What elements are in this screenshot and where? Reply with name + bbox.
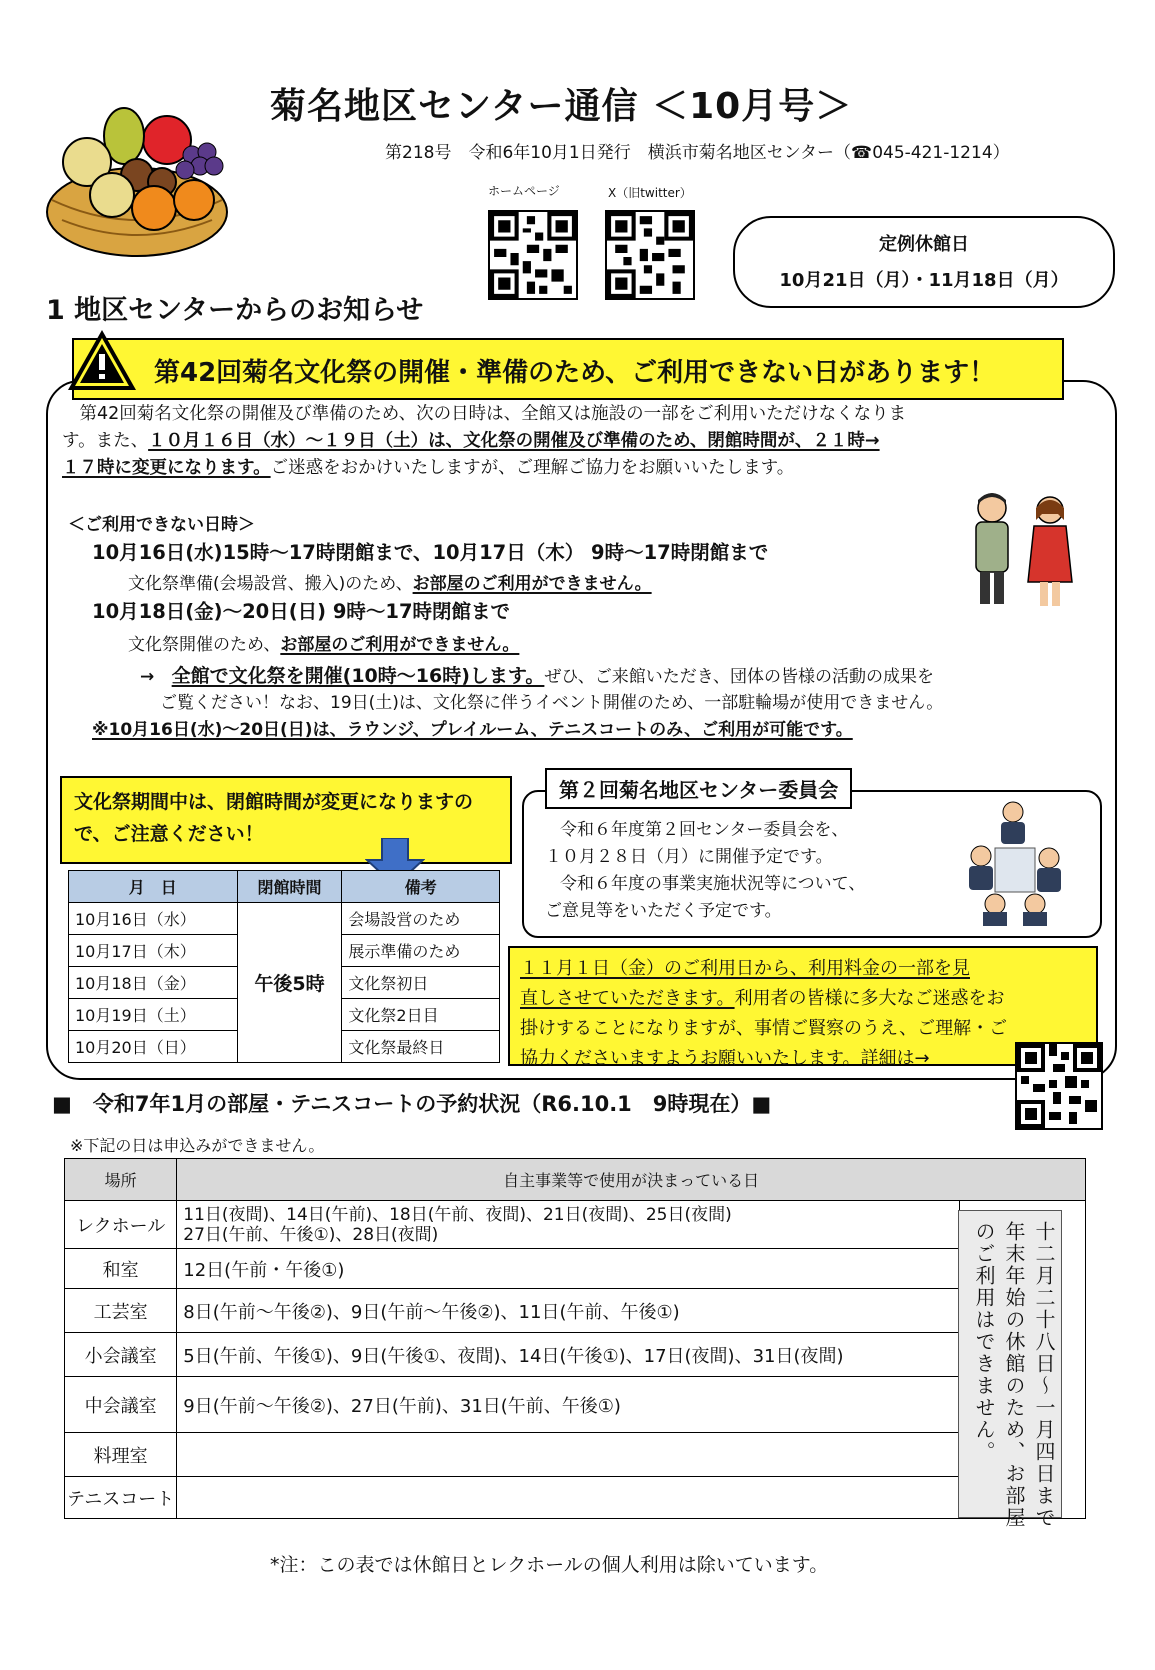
new-year-holiday-note bbox=[958, 1210, 1062, 1529]
available-facilities-note: ※10月16日(水)～20日(日)は、ラウンジ、プレイルーム、テニスコートのみ、ご利用が可能です。 bbox=[92, 720, 853, 740]
booked-days-tennis-court bbox=[177, 1477, 959, 1519]
unavailable-line-1: 10月16日(水)15時～17時閉館まで、10月17日（木） 9時～17時閉館まで bbox=[92, 541, 769, 564]
row-note: 展示準備のため bbox=[342, 935, 500, 967]
committee-line-2: １０月２８日（月）に開催予定です。 bbox=[545, 847, 833, 867]
x-twitter-qr-code[interactable] bbox=[605, 210, 695, 300]
fee-line-4: 協力くださいますようお願いいたします。詳細は→ bbox=[520, 1048, 930, 1069]
intro-text: ご迷惑をおかけいたしますが、ご理解ご協力をお願いいたします。 bbox=[270, 458, 795, 478]
reservation-note: ※下記の日は申込みができません。 bbox=[70, 1136, 325, 1155]
place-rec-hall: レクホール bbox=[65, 1201, 177, 1249]
qr-x-label: X（旧twitter） bbox=[608, 186, 692, 200]
unavailable-line-2: 10月18日(金)～20日(日) 9時～17時閉館まで bbox=[92, 600, 511, 623]
place-cooking-room: 料理室 bbox=[65, 1433, 177, 1477]
festival-line-continued: ご覧ください！なお、19日(土)は、文化祭に伴うイベント開催のため、一部駐輪場が使用できません。 bbox=[160, 693, 944, 713]
issue-info: 第218号 令和6年10月1日発行 横浜市菊名地区センター（☎045-421-1214） bbox=[385, 143, 1010, 163]
booked-days-line: 27日(午前、午後①)、28日(夜間) bbox=[183, 1224, 439, 1245]
banner-text: 第42回菊名文化祭の開催・準備のため、ご利用できない日があります！ bbox=[154, 358, 996, 388]
place-japanese-room: 和室 bbox=[65, 1249, 177, 1289]
booked-days-small-meeting-room: 5日(午前、午後①)、9日(午後①、夜間)、14日(午後①)、17日(夜間)、31日(夜間) bbox=[177, 1333, 959, 1377]
fee-text: 利用者の皆様に多大なご迷惑をお bbox=[734, 988, 1005, 1009]
section2-heading: ■ 令和7年1月の部屋・テニスコートの予約状況（R6.10.1 9時現在）■ bbox=[52, 1092, 772, 1116]
fruit-basket-illustration bbox=[42, 100, 232, 260]
row-note: 文化祭初日 bbox=[342, 967, 500, 999]
table-footnote: *注：この表では休館日とレクホールの個人利用は除いています。 bbox=[270, 1554, 829, 1576]
fee-emphasis: 直しさせていただきます。 bbox=[520, 988, 735, 1009]
detail-text: 文化祭準備(会場設営、搬入)のため、 bbox=[128, 574, 413, 594]
intro-line-2 bbox=[62, 428, 880, 455]
committee-line-3: 令和６年度の事業実施状況等について、 bbox=[560, 874, 866, 894]
detail-text: 文化祭開催のため、 bbox=[128, 635, 281, 655]
intro-emphasis: １０月１６日（水）～１９日（土）は、文化祭の開催及び準備のため、閉館時間が、２１時→ bbox=[148, 431, 880, 451]
row-date: 10月18日（金） bbox=[69, 967, 238, 999]
holiday-note-line-1: 十二月二十八日～一月四日まで bbox=[1032, 1221, 1056, 1529]
unavailable-heading: ＜ご利用できない日時＞ bbox=[68, 515, 255, 535]
festival-text: ぜひ、ご来館いただき、団体の皆様の活動の成果を bbox=[544, 667, 935, 687]
booked-days-craft-room: 8日(午前～午後②)、9日(午前～午後②)、11日(午前、午後①) bbox=[177, 1289, 959, 1333]
fee-change-notice bbox=[508, 946, 1098, 1069]
committee-line-1: 令和６年度第２回センター委員会を、 bbox=[560, 820, 849, 840]
intro-line-1: 第42回菊名文化祭の開催及び準備のため、次の日時は、全館又は施設の一部をご利用いただけなくなりま bbox=[62, 404, 907, 424]
closing-time-notice: 文化祭期間中は、閉館時間が変更になりますので、ご注意ください！ bbox=[60, 776, 512, 864]
intro-text: す。また、 bbox=[62, 431, 149, 451]
col-note: 備考 bbox=[342, 871, 500, 903]
row-date: 10月19日（土） bbox=[69, 999, 238, 1031]
staff-bowing-illustration bbox=[960, 490, 1080, 610]
closing-time-value: 午後5時 bbox=[237, 903, 342, 1063]
unavailable-line-1-detail bbox=[128, 569, 652, 594]
warning-icon bbox=[66, 328, 138, 394]
booked-days-cooking-room bbox=[177, 1433, 959, 1477]
booked-days-medium-meeting-room: 9日(午前～午後②)、27日(午前)、31日(午前、午後①) bbox=[177, 1377, 959, 1433]
holiday-note-line-3: のご利用はできません。 bbox=[972, 1221, 996, 1463]
booked-days-rec-hall bbox=[177, 1201, 959, 1249]
row-note: 文化祭2日目 bbox=[342, 999, 500, 1031]
row-note: 会場設営のため bbox=[342, 903, 500, 935]
homepage-qr-code[interactable] bbox=[488, 210, 578, 300]
row-date: 10月20日（日） bbox=[69, 1031, 238, 1063]
closed-days-title: 定例休館日 bbox=[879, 234, 969, 255]
reservation-table bbox=[64, 1158, 1086, 1519]
booked-days-japanese-room: 12日(午前・午後①) bbox=[177, 1249, 959, 1289]
holiday-note-line-2: 年末年始の休館のため、お部屋 bbox=[1002, 1221, 1026, 1529]
arrow-icon: → bbox=[140, 667, 155, 687]
row-note: 文化祭最終日 bbox=[342, 1031, 500, 1063]
fee-line-1 bbox=[520, 954, 1086, 984]
qr-home-label: ホームページ bbox=[488, 184, 560, 198]
festival-banner bbox=[72, 338, 1064, 400]
col-date: 月 日 bbox=[69, 871, 238, 903]
col-place: 場所 bbox=[65, 1159, 177, 1201]
col-closing-time: 閉館時間 bbox=[237, 871, 342, 903]
festival-emphasis: 全館で文化祭を開催(10時～16時)します。 bbox=[171, 665, 545, 687]
place-tennis-court: テニスコート bbox=[65, 1477, 177, 1519]
place-craft-room: 工芸室 bbox=[65, 1289, 177, 1333]
section1-heading: 1 地区センターからのお知らせ bbox=[46, 295, 424, 326]
regular-closed-days-box bbox=[733, 216, 1115, 308]
intro-line-3 bbox=[62, 455, 794, 482]
closing-time-table bbox=[68, 870, 500, 1063]
col-booked-days: 自主事業等で使用が決まっている日 bbox=[177, 1159, 1086, 1201]
closed-days-dates: 10月21日（月）・11月18日（月） bbox=[779, 270, 1069, 291]
detail-emphasis: お部屋のご利用ができません。 bbox=[280, 635, 520, 655]
booked-days-line: 11日(夜間)、14日(午前)、18日(午前、夜間)、21日(夜間)、25日(夜間) bbox=[183, 1204, 732, 1225]
committee-title: 第２回菊名地区センター委員会 bbox=[545, 768, 852, 809]
detail-emphasis: お部屋のご利用ができません。 bbox=[412, 574, 652, 594]
fee-line-2 bbox=[520, 984, 1086, 1014]
fee-details-qr-code[interactable] bbox=[1015, 1042, 1103, 1130]
row-date: 10月16日（水） bbox=[69, 903, 238, 935]
committee-line-4: ご意見等をいただく予定です。 bbox=[545, 901, 782, 921]
fee-emphasis: １１月１日（金）のご利用日から、利用料金の一部を見 bbox=[520, 958, 970, 979]
newsletter-title: 菊名地区センター通信 ＜10月号＞ bbox=[270, 86, 853, 127]
place-medium-meeting-room: 中会議室 bbox=[65, 1377, 177, 1433]
full-festival-line bbox=[140, 661, 934, 688]
intro-emphasis: １７時に変更になります。 bbox=[62, 458, 271, 478]
unavailable-line-2-detail bbox=[128, 630, 519, 655]
fee-line-3: 掛けすることになりますが、事情ご賢察のうえ、ご理解・ご bbox=[520, 1018, 1008, 1039]
place-small-meeting-room: 小会議室 bbox=[65, 1333, 177, 1377]
row-date: 10月17日（木） bbox=[69, 935, 238, 967]
meeting-illustration bbox=[965, 798, 1065, 926]
